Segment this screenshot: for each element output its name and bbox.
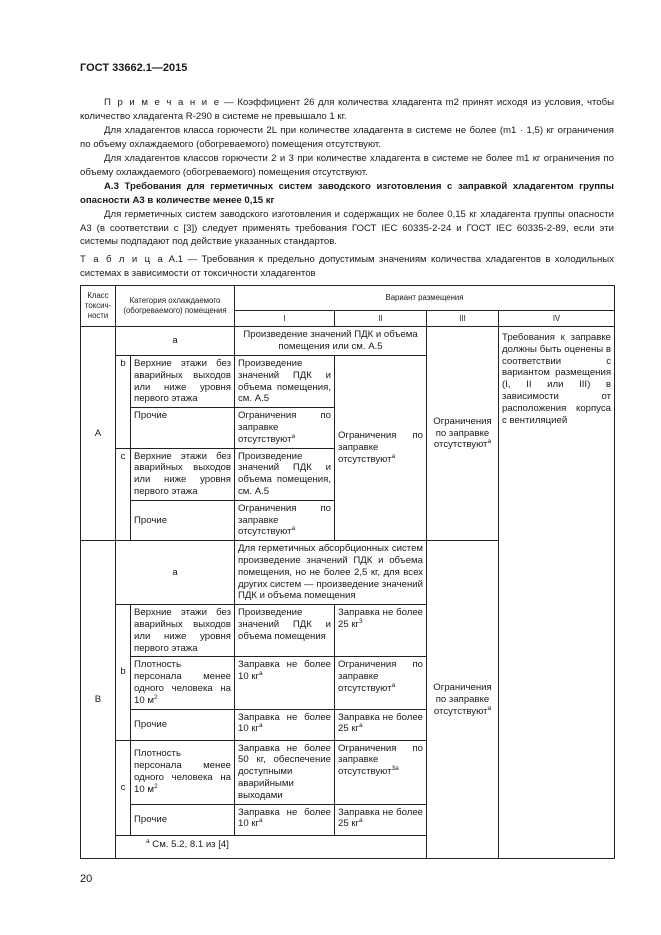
footnote-mark: 2 xyxy=(153,693,158,701)
class-b-b-density-text: Плотность персонала менее одного человека на 10 м xyxy=(134,659,231,706)
table-caption xyxy=(80,253,614,280)
class-b-b-other-I xyxy=(235,709,335,740)
class-b-b-density-I xyxy=(235,657,335,709)
class-b-b-upper-II-text: Заправка не более 25 кг xyxy=(338,607,423,630)
footnote-mark: a xyxy=(259,669,263,677)
footnote-mark: a xyxy=(391,681,396,689)
footnote-mark: a xyxy=(146,837,150,845)
class-a-b-upper-I: Произведение значений ПДК и объема помещения, см. А.5 xyxy=(235,356,335,408)
class-a-c-other: Прочие xyxy=(131,500,235,540)
category-b-label: b xyxy=(116,356,131,449)
footnote-mark: a xyxy=(259,722,263,730)
variant-IV-requirements: Требования к заправке должны быть оценены в соответствии с вариантом размещения (I, II или III) в зависимости от расположения корпуса с вентиляцией xyxy=(499,327,615,859)
class-a-c-other-I xyxy=(235,500,335,540)
class-b-category-a-I: Для герметичных абсорбционных систем произведение значений ПДК и объема помещения, но не более 2,5 кг, для всех других систем — произведение значений ПДК и объема помещения xyxy=(235,541,427,605)
class-b-variant-III-text: Ограничения по заправке отсутствуют xyxy=(433,682,492,717)
class-b-b-density-I-text: Заправка не более 10 кг xyxy=(238,659,331,683)
class-b-c-density-I: Заправка не более 50 кг, обеспечение доступными аварийными выходами xyxy=(235,740,335,804)
paragraph-class-2-3: Для хладагентов классов горючести 2 и 3 при количестве хладагента в системе не более m1 кг ограничения по объему охлаждаемого (обогреваемого) помещения отсутствуют. xyxy=(80,153,614,178)
class-a-cell: A xyxy=(81,327,116,541)
header-variant-II: II xyxy=(335,311,427,327)
class-a-b-other-I xyxy=(235,408,335,448)
class-a-c-other-I-text: Ограничения по заправке отсутствуют xyxy=(238,502,331,538)
class-b-b-other-II xyxy=(335,709,427,740)
class-b-c-other-I-text: Заправка не более 10 кг xyxy=(238,806,331,830)
footnote-mark: 2 xyxy=(153,782,158,790)
paragraph-class-2l: Для хладагентов класса горючести 2L при количестве хладагента в системе не более (m1 · 1,5) кг ограничения по объему охлаждаемого (обогреваемого) помещения отсутствуют. xyxy=(80,125,614,150)
header-variant-I: I xyxy=(235,311,335,327)
page-header: ГОСТ 33662.1—2015 xyxy=(80,62,188,74)
paragraph-sealed-systems: Для герметичных систем заводского изготовления и содержащих не более 0,15 кг хладагента группы опасности А3 (в соответствии с [3]) следует применять требования ГОСТ IEC 60335-2-24 и ГОСТ IEC 60335-2-89, если эти системы подпадают под действие указанных стандартов. xyxy=(80,209,614,247)
header-variant-IV: IV xyxy=(499,311,615,327)
class-b-variant-III xyxy=(427,541,499,859)
page-number: 20 xyxy=(80,873,93,885)
header-toxicity-class: Класс токсич-ности xyxy=(81,286,116,327)
footnote-mark: a xyxy=(291,432,296,440)
header-placement-variant: Вариант размещения xyxy=(235,286,615,311)
table-caption-text: А.1 — Требования к предельно допустимым значениям количества хладагентов в холодильных системах в зависимости от токсичности хладагентов xyxy=(80,254,614,279)
class-b-c-other-II xyxy=(335,804,427,835)
class-b-b-density-II xyxy=(335,657,427,709)
class-b-b-density-II-text: Ограничения по заправке отсутствуют xyxy=(338,659,423,694)
class-b-c-other: Прочие xyxy=(131,804,235,835)
footnote-mark: 3 xyxy=(359,617,363,625)
class-b-b-upper-I: Произведение значений ПДК и объема помещения xyxy=(235,605,335,657)
class-a-category-a-I: Произведение значений ПДК и объема помещения или см. А.5 xyxy=(235,327,427,356)
footnote-mark: a xyxy=(359,817,363,825)
class-b-cell: B xyxy=(81,541,116,859)
header-room-category: Категория охлаждаемого (обогреваемого) помещения xyxy=(116,286,235,327)
footnote-mark: a xyxy=(487,438,492,446)
class-a-variant-III xyxy=(427,327,499,541)
class-b-c-density-text: Плотность персонала менее одного человека на 10 м xyxy=(134,748,231,795)
class-b-b-other-II-text: Заправка не более 25 кг xyxy=(338,711,423,735)
class-a-c-upper-I: Произведение значений ПДК и объема помещения, см. А.5 xyxy=(235,448,335,500)
class-b-c-density xyxy=(131,740,235,804)
class-b-b-other: Прочие xyxy=(131,709,235,740)
category-a-label: a xyxy=(116,327,235,356)
table-caption-label: Т а б л и ц а xyxy=(80,254,165,265)
category-c-label: c xyxy=(116,448,131,541)
class-b-b-density xyxy=(131,657,235,709)
class-b-c-density-II xyxy=(335,740,427,804)
footnote-mark: a xyxy=(259,817,263,825)
table-footnote-text: См. 5.2, 8.1 из [4] xyxy=(152,838,229,850)
class-b-c-other-II-text: Заправка не более 25 кг xyxy=(338,806,423,830)
footnote-mark: a xyxy=(391,452,396,460)
class-b-category-a-label: a xyxy=(116,541,235,605)
refrigerant-limits-table xyxy=(80,285,615,859)
table-footnote xyxy=(116,835,615,859)
header-variant-III: III xyxy=(427,311,499,327)
class-b-category-b-label: b xyxy=(116,605,131,740)
class-a-b-other: Прочие xyxy=(131,408,235,448)
note-text: — Коэффициент 26 для количества хладагента m2 принят исходя из условия, чтобы количество хладагента R-290 в системе не превышало 1 кг. xyxy=(80,97,614,122)
class-b-c-other-I xyxy=(235,804,335,835)
class-a-c-upper-floors: Верхние этажи без аварийных выходов или ниже уровня первого этажа xyxy=(131,448,235,500)
footnote-mark: a xyxy=(291,525,296,533)
class-a-variant-II xyxy=(335,356,427,541)
footnote-mark: 3a xyxy=(391,764,399,772)
class-a-variant-II-text: Ограничения по заправке отсутствуют xyxy=(338,430,423,465)
class-b-b-upper-floors: Верхние этажи без аварийных выходов или ниже уровня первого этажа xyxy=(131,605,235,657)
footnote-mark: a xyxy=(487,704,492,712)
class-b-b-other-I-text: Заправка не более 10 кг xyxy=(238,711,331,735)
note-paragraph xyxy=(80,96,614,123)
section-title-a3: А.3 Требования для герметичных систем заводского изготовления с заправкой хладагентом группы опасности А3 в количестве менее 0,15 кг xyxy=(80,181,614,206)
class-b-c-density-II-text: Ограничения по заправке отсутствуют xyxy=(338,742,423,778)
class-b-category-c-label: c xyxy=(116,740,131,835)
note-label: П р и м е ч а н и е xyxy=(104,97,221,108)
class-a-b-other-I-text: Ограничения по заправке отсутствуют xyxy=(238,410,331,445)
class-a-b-upper-floors: Верхние этажи без аварийных выходов или ниже уровня первого этажа xyxy=(131,356,235,408)
class-a-variant-III-text: Ограничения по заправке отсутствуют xyxy=(433,415,492,451)
class-b-b-upper-II xyxy=(335,605,427,657)
footnote-mark: a xyxy=(359,722,363,730)
